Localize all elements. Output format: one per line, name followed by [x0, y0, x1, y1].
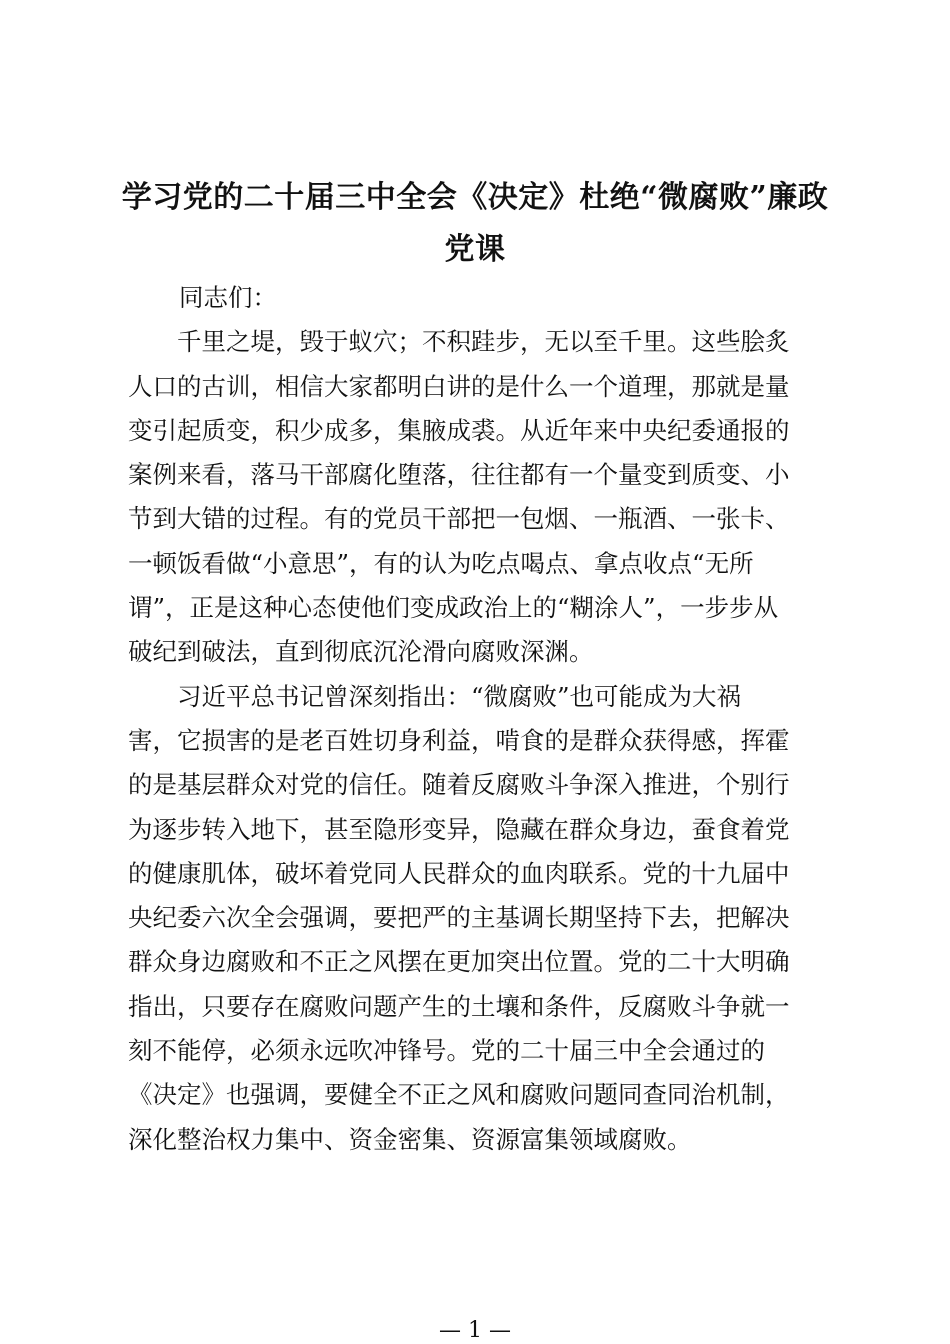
paragraph-line: 的是基层群众对党的信任。随着反腐败斗争深入推进，个别行: [128, 770, 790, 800]
document-title: [110, 172, 840, 276]
paragraph-line: 习近平总书记曾深刻指出：“微腐败”也可能成为大祸: [128, 681, 742, 711]
title-line-1: 学习党的二十届三中全会《决定》杜绝“微腐败”廉政: [121, 180, 829, 215]
page-number: — 1 —: [439, 1318, 511, 1343]
title-line-2: 党课: [444, 232, 506, 267]
paragraph-line: 谓”，正是这种心态使他们变成政治上的“糊涂人”，一步步从: [128, 593, 779, 623]
paragraph-line: 央纪委六次全会强调，要把严的主基调长期坚持下去，把解决: [128, 903, 790, 933]
paragraph-line: 深化整治权力集中、资金密集、资源富集领域腐败。: [128, 1124, 692, 1154]
paragraph-line: 变引起质变，积少成多，集腋成裘。从近年来中央纪委通报的: [128, 415, 790, 445]
salutation: 同志们：: [179, 283, 277, 312]
paragraph-line: 千里之堤，毁于蚁穴；不积跬步，无以至千里。这些脍炙: [128, 327, 790, 357]
document-body: [128, 276, 820, 1162]
paragraph-line: 人口的古训，相信大家都明白讲的是什么一个道理，那就是量: [128, 371, 790, 401]
paragraph-2: [128, 675, 820, 1162]
paragraph-line: 害，它损害的是老百姓切身利益，啃食的是群众获得感，挥霍: [128, 725, 790, 755]
paragraph-line: 案例来看，落马干部腐化堕落，往往都有一个量变到质变、小: [128, 460, 790, 490]
paragraph-line: 《决定》也强调，要健全不正之风和腐败问题同查同治机制，: [128, 1080, 790, 1110]
paragraph-line: 群众身边腐败和不正之风摆在更加突出位置。党的二十大明确: [128, 947, 790, 977]
paragraph-line: 为逐步转入地下，甚至隐形变异，隐藏在群众身边，蚕食着党: [128, 814, 790, 844]
paragraph-line: 指出，只要存在腐败问题产生的土壤和条件，反腐败斗争就一: [128, 991, 790, 1021]
paragraph-line: 节到大错的过程。有的党员干部把一包烟、一瓶酒、一张卡、: [128, 504, 790, 534]
paragraph-1: [128, 320, 820, 674]
paragraph-line: 一顿饭看做“小意思”，有的认为吃点喝点、拿点收点“无所: [128, 548, 754, 578]
paragraph-line: 的健康肌体，破坏着党同人民群众的血肉联系。党的十九届中: [128, 858, 790, 888]
paragraph-line: 刻不能停，必须永远吹冲锋号。党的二十届三中全会通过的: [128, 1036, 765, 1066]
paragraph-line: 破纪到破法，直到彻底沉沦滑向腐败深渊。: [128, 637, 594, 667]
